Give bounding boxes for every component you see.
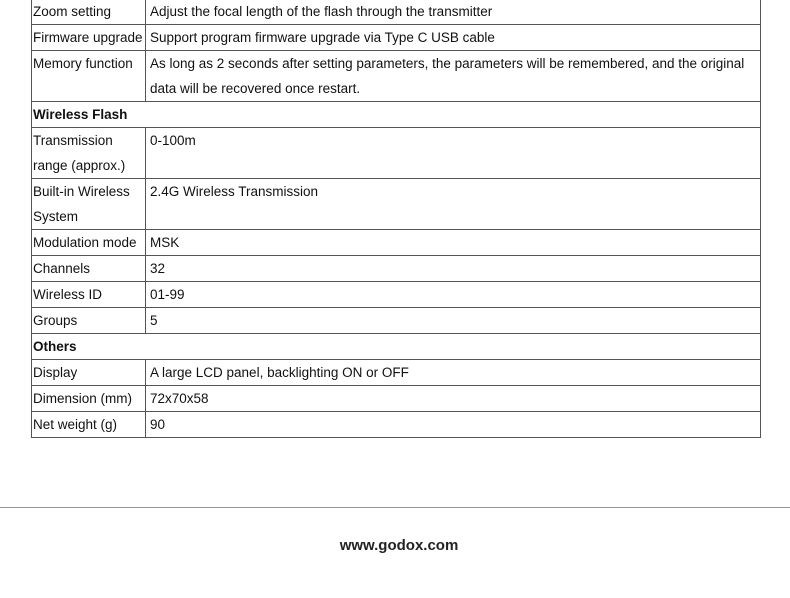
footer-divider	[0, 507, 790, 508]
spec-value: 2.4G Wireless Transmission	[146, 179, 761, 230]
spec-row	[32, 128, 761, 179]
spec-label: Firmware upgrade	[32, 25, 146, 51]
spec-row	[32, 51, 761, 102]
spec-row	[32, 25, 761, 51]
spec-label: Zoom setting	[32, 0, 146, 25]
spec-label: Built-in Wireless System	[32, 179, 146, 230]
spec-row	[32, 230, 761, 256]
spec-label: Memory function	[32, 51, 146, 102]
spec-value: 32	[146, 256, 761, 282]
section-header-row	[32, 334, 761, 360]
spec-value: 72x70x58	[146, 386, 761, 412]
spec-row	[32, 282, 761, 308]
section-header-row	[32, 102, 761, 128]
specifications-table	[31, 0, 761, 438]
spec-value: Adjust the focal length of the flash through the transmitter	[146, 0, 761, 25]
spec-row	[32, 256, 761, 282]
spec-row	[32, 0, 761, 25]
spec-value: 0-100m	[146, 128, 761, 179]
spec-label: Groups	[32, 308, 146, 334]
section-title: Others	[32, 334, 761, 360]
spec-value: 5	[146, 308, 761, 334]
spec-label: Dimension (mm)	[32, 386, 146, 412]
spec-label: Wireless ID	[32, 282, 146, 308]
spec-label: Net weight (g)	[32, 412, 146, 438]
spec-label: Display	[32, 360, 146, 386]
spec-row	[32, 386, 761, 412]
spec-label: Channels	[32, 256, 146, 282]
spec-label: Transmission range (approx.)	[32, 128, 146, 179]
spec-row	[32, 412, 761, 438]
spec-value: As long as 2 seconds after setting parameters, the parameters will be remembered, and the original data will be recovered once restart.	[146, 51, 761, 102]
spec-value: A large LCD panel, backlighting ON or OFF	[146, 360, 761, 386]
specifications-table-body	[32, 0, 761, 438]
spec-row	[32, 308, 761, 334]
spec-row	[32, 179, 761, 230]
spec-row	[32, 360, 761, 386]
footer-website: www.godox.com	[339, 537, 459, 554]
section-title: Wireless Flash	[32, 102, 761, 128]
spec-label: Modulation mode	[32, 230, 146, 256]
spec-value: Support program firmware upgrade via Type C USB cable	[146, 25, 761, 51]
spec-value: 01-99	[146, 282, 761, 308]
spec-value: MSK	[146, 230, 761, 256]
spec-value: 90	[146, 412, 761, 438]
